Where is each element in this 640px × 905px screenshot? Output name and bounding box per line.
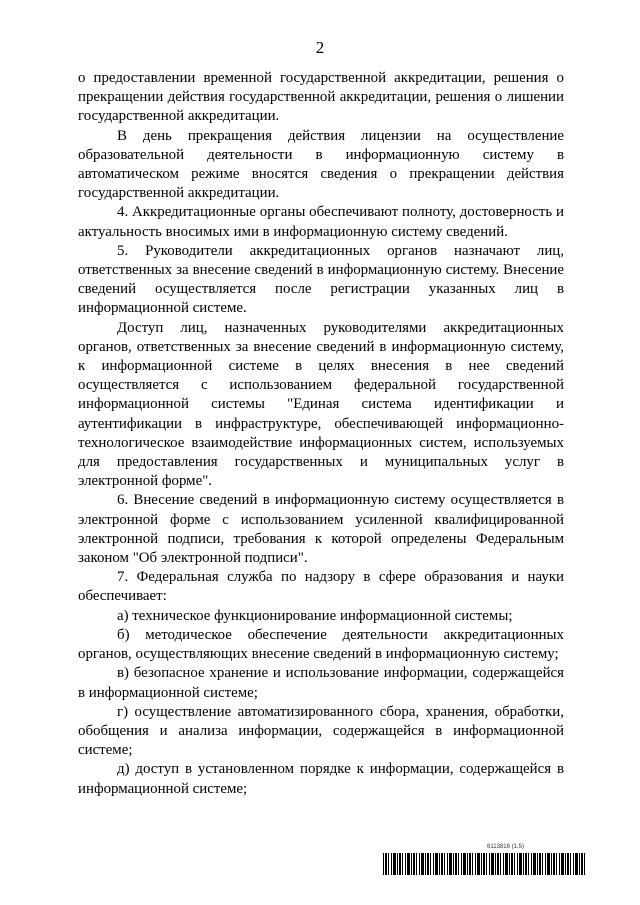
list-item-g: г) осуществление автоматизированного сбора, хранения, обработки, обобщения и анализа информации, содержащейся в информационной системе;: [78, 703, 564, 759]
barcode-label: 6113816 (1.5): [487, 844, 524, 850]
footer-barcode: [383, 844, 586, 875]
paragraph-continuation: о предоставлении временной государственной аккредитации, решения о прекращении действия государственной аккредитации, решения о лишении государственной аккредитации.: [78, 70, 564, 125]
paragraph-item-4: 4. Аккредитационные органы обеспечивают полноту, достоверность и актуальность вносимых ими в информационную систему сведений.: [78, 204, 564, 240]
paragraph-access: Доступ лиц, назначенных руководителями аккредитационных органов, ответственных за внесение сведений в информационную систему, к информационной системе в целях внесения в нее сведений осуществляется с использованием федеральной государственной информационной системы "Единая система идентификации и аутентификации в инфраструктуре, обеспечивающей информационно-технологическое взаимодействие информационных систем, используемых для предоставления государственных и муниципальных услуг в электронной форме".: [78, 319, 564, 490]
list-item-b: б) методическое обеспечение деятельности аккредитационных органов, осуществляющих внесение сведений в информационную систему;: [78, 626, 564, 663]
paragraph-license-termination: В день прекращения действия лицензии на осуществление образовательной деятельности в информационную систему в автоматическом режиме вносятся сведения о прекращении действия государственной аккредитации.: [78, 127, 564, 202]
paragraph-item-5: 5. Руководители аккредитационных органов назначают лиц, ответственных за внесение сведений в информационную систему. Внесение сведений осуществляется после регистрации указанных лиц в информационной системе.: [78, 242, 564, 317]
list-item-a: а) техническое функционирование информационной системы;: [117, 607, 513, 624]
list-item-v: в) безопасное хранение и использование информации, содержащейся в информационной системе;: [78, 665, 564, 701]
page-number: 2: [315, 38, 325, 57]
list-item-d: д) доступ в установленном порядке к информации, содержащейся в информационной системе;: [78, 761, 564, 797]
document-body: [78, 69, 564, 799]
barcode-icon: [383, 853, 586, 875]
paragraph-item-6: 6. Внесение сведений в информационную систему осуществляется в электронной форме с использованием усиленной квалифицированной электронной подписи, требования к которой определены Федеральным законом "Об электронной подписи".: [78, 492, 564, 567]
paragraph-item-7: 7. Федеральная служба по надзору в сфере образования и науки обеспечивает:: [78, 569, 564, 605]
